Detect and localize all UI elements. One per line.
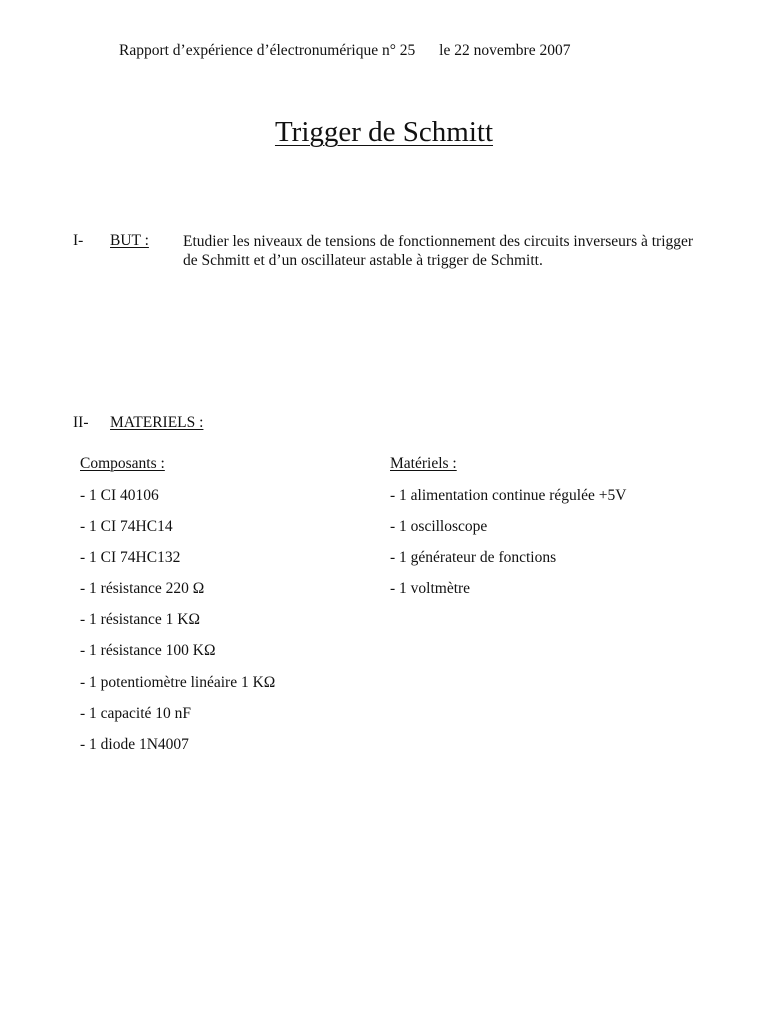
list-item: - 1 alimentation continue régulée +5V	[390, 487, 627, 504]
section-1-label: BUT :	[110, 232, 149, 249]
materiels-heading: Matériels :	[390, 455, 457, 472]
materiels-list	[390, 486, 626, 610]
list-item: - 1 générateur de fonctions	[390, 549, 557, 567]
section-1-number: I-	[73, 232, 84, 249]
composants-heading: Composants :	[80, 455, 165, 472]
list-item: - 1 résistance 220 Ω	[80, 580, 205, 598]
list-item: - 1 résistance 100 KΩ	[80, 642, 216, 660]
section-2-number: II-	[73, 414, 89, 431]
page-title: Trigger de Schmitt	[274, 116, 494, 148]
section-2-label: MATERIELS :	[110, 414, 204, 431]
list-item: - 1 CI 74HC14	[80, 518, 173, 536]
report-title: Rapport d’expérience d’électronumérique n° 25	[119, 42, 416, 59]
list-item: - 1 résistance 1 KΩ	[80, 611, 200, 629]
list-item: - 1 CI 40106	[80, 487, 159, 504]
section-1-text: Etudier les niveaux de tensions de fonctionnement des circuits inverseurs à trigger de Schmitt et d’un oscillateur astable à trigger de Schmitt.	[183, 233, 694, 269]
list-item: - 1 diode 1N4007	[80, 735, 189, 753]
list-item: - 1 capacité 10 nF	[80, 704, 192, 722]
list-item: - 1 voltmètre	[390, 580, 471, 598]
list-item: - 1 CI 74HC132	[80, 549, 181, 567]
composants-list	[80, 486, 275, 766]
report-date: le 22 novembre 2007	[439, 42, 571, 59]
report-header	[119, 42, 570, 60]
list-item: - 1 oscilloscope	[390, 518, 488, 536]
list-item: - 1 potentiomètre linéaire 1 KΩ	[80, 673, 276, 691]
